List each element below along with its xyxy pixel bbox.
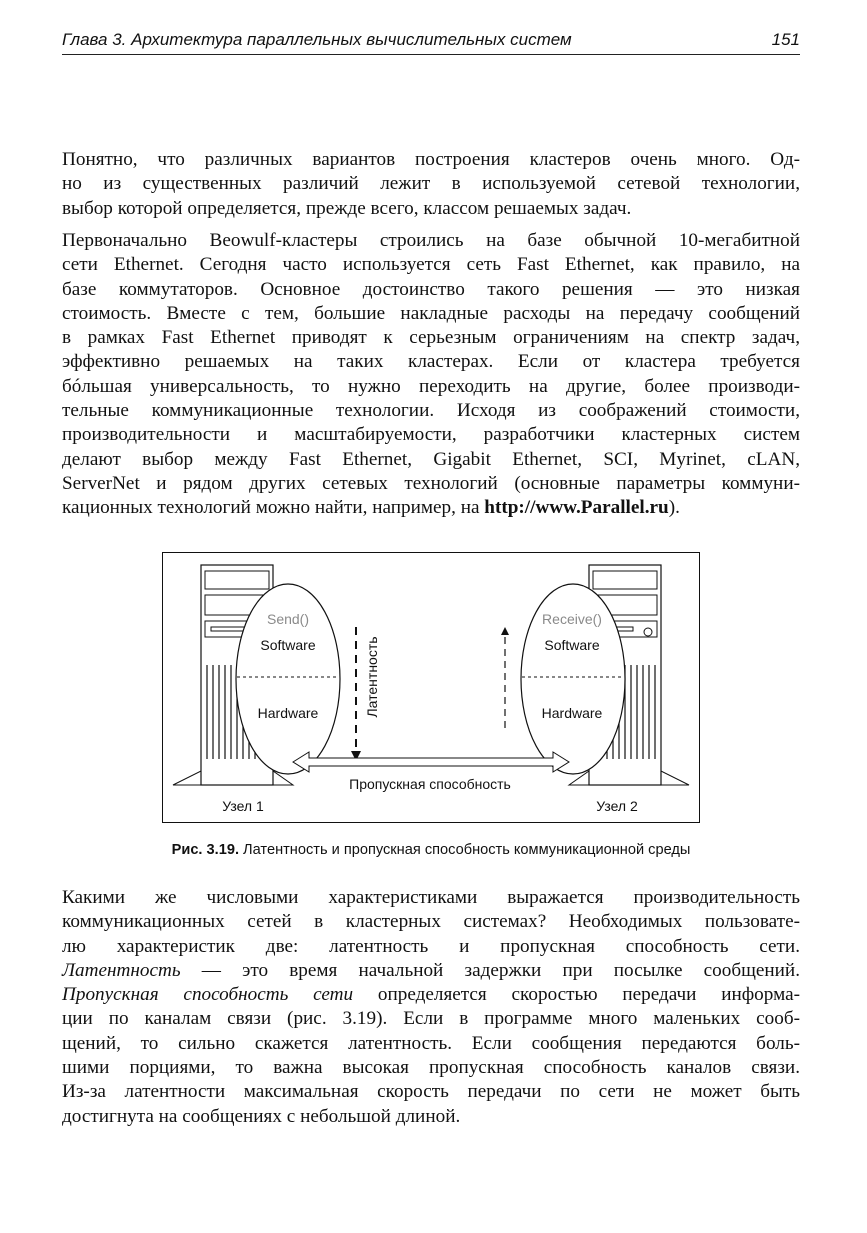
software-label-left: Software [260,637,316,653]
figure-number: Рис. 3.19. [171,842,239,858]
text-line: Первоначально Beowulf-кластеры строились на базе обычной 10-мегабитной [62,230,800,251]
text-line: коммуникационных сетей в кластерных системах? Необходимых пользовате- [62,911,800,933]
text-line: ServerNet и рядом других сетевых технологий (основные параметры коммуни- [62,472,800,494]
bandwidth-label: Пропускная способность [349,776,511,792]
running-header [62,28,800,55]
bandwidth-arrow [293,752,569,772]
receive-label: Receive() [542,611,602,627]
figure-latency-bandwidth [162,552,700,823]
paragraph-3 [62,886,800,1129]
node-2-label: Узел 2 [596,798,638,814]
text-line: но из существенных различий лежит в используемой сетевой технологии, [62,173,800,195]
term-latency: Латентность [62,959,181,981]
chapter-title: Глава 3. Архитектура параллельных вычислительных систем [62,30,572,49]
figure-caption [62,842,800,858]
page-number: 151 [771,30,800,49]
network-diagram [163,553,699,822]
text-segment: определяется скоростью передачи информа- [353,984,800,1006]
node-1-label: Узел 1 [222,798,264,814]
text-segment: кационных технологий можно найти, например, на [62,497,485,519]
send-label: Send() [266,611,310,627]
text-line: Понятно, что различных вариантов построения кластеров очень много. Од- [62,149,800,170]
text-segment: — это время начальной задержки при посылке сообщений. [180,959,800,981]
text-line: базе коммутаторов. Основное достоинство такого решения — это низкая [62,278,800,300]
text-line: щений, то сильно скажется латентность. Если сообщения передаются боль- [62,1032,800,1054]
text-line [62,959,800,983]
parallel-ru-link[interactable]: http://www.Parallel.ru [484,497,669,519]
text-segment: ). [668,497,680,519]
text-line: в рамках Fast Ethernet приводят к серьезным ограничениям на спектр задач, [62,327,800,349]
caption-text: Латентность и пропускная способность коммуникационной среды [239,842,691,858]
text-line: выбор которой определяется, прежде всего, классом решаемых задач. [62,197,632,219]
text-line: стоимость. Вместе с тем, большие накладные расходы на передачу сообщений [62,302,800,324]
text-line: бóльшая универсальность, то нужно переходить на другие, более производи- [62,375,800,397]
paragraph-2 [62,229,800,521]
text-line: шими порциями, то важна высокая пропускная способность каналов связи. [62,1057,800,1079]
text-line: эффективно решаемых на таких кластерах. Если от кластера требуется [62,351,800,373]
text-line: производительности и масштабируемости, разработчики кластерных систем [62,424,800,446]
text-line: достигнута на сообщениях с небольшой длиной. [62,1105,461,1127]
text-line: лю характеристик две: латентность и пропускная способность сети. [62,935,800,957]
term-bandwidth: Пропускная способность сети [62,984,354,1006]
text-line: Какими же числовыми характеристиками выражается производительность [62,887,800,908]
latency-arrow-up [501,627,509,733]
text-line [62,983,800,1007]
text-line: сети Ethernet. Сегодня часто используется сеть Fast Ethernet, как правило, на [62,254,800,276]
text-line [62,496,800,520]
text-line: тельные коммуникационные технологии. Исходя из соображений стоимости, [62,400,800,422]
text-line: ции по каналам связи (рис. 3.19). Если в программе много маленьких сооб- [62,1008,800,1030]
software-label-right: Software [544,637,600,653]
paragraph-1 [62,148,800,221]
text-line: Из-за латентности максимальная скорость передачи по сети не может быть [62,1081,800,1103]
text-line: делают выбор между Fast Ethernet, Gigabit Ethernet, SCI, Myrinet, cLAN, [62,448,800,470]
latency-label: Латентность [364,636,380,718]
latency-arrow-down [351,627,361,761]
hardware-label-left: Hardware [257,705,319,721]
hardware-label-right: Hardware [541,705,603,721]
